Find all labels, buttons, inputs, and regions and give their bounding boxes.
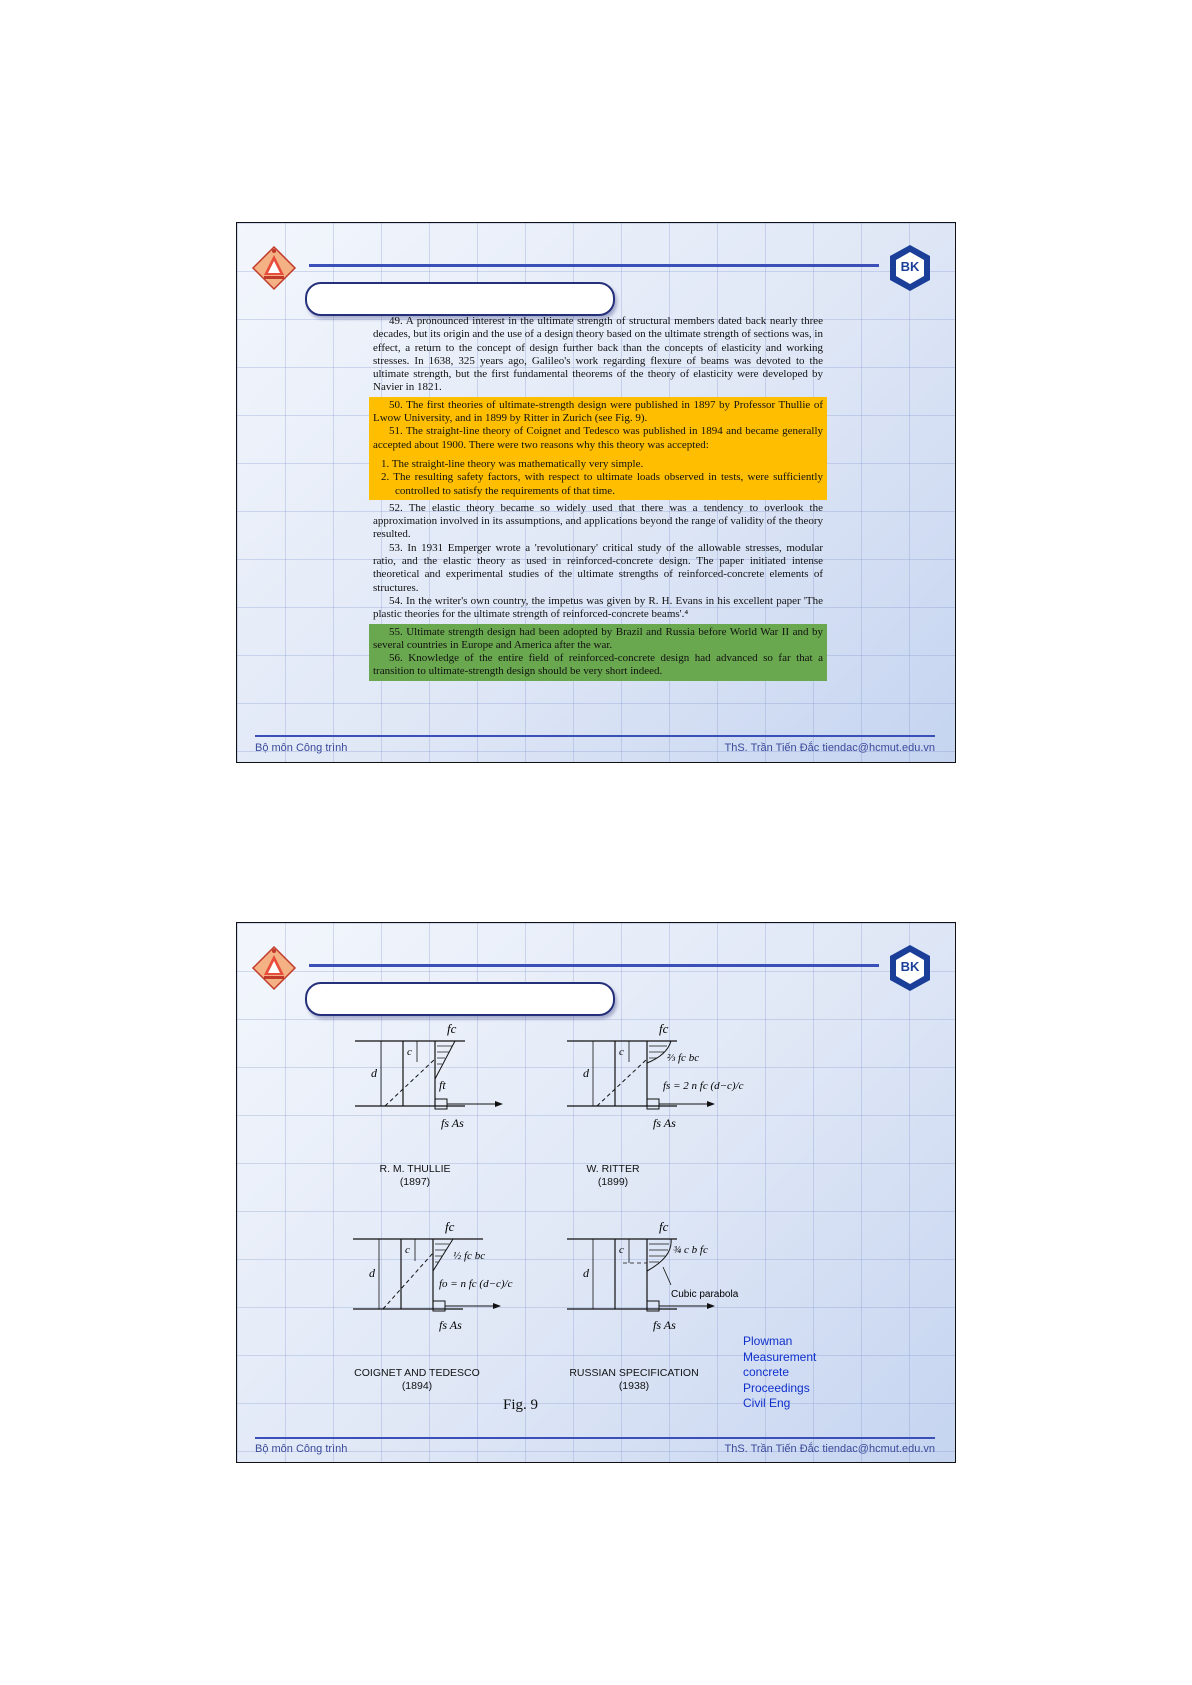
- fs-as-label: fs As: [653, 1318, 676, 1332]
- reference-line-5: Civil Eng: [743, 1396, 791, 1410]
- coignet-fo-label: fo = n fc (d−c)/c: [439, 1278, 513, 1290]
- bk-hexagon-logo-icon: [885, 943, 935, 993]
- book-excerpt: [373, 315, 823, 683]
- reference-line-3: concrete: [743, 1365, 790, 1379]
- russian-caption: [559, 1367, 709, 1393]
- reference-text: [743, 1334, 817, 1412]
- c-label: c: [619, 1244, 624, 1256]
- coignet-compression-label: ½ fc bc: [453, 1250, 486, 1262]
- paragraph-55: 55. Ultimate strength design had been adopted by Brazil and Russia before World War II and by several countries in Europe and America after the war.: [373, 625, 823, 651]
- d-label: d: [371, 1066, 377, 1080]
- fc-label: fc: [445, 1219, 455, 1234]
- ritter-year: (1899): [597, 1176, 629, 1188]
- paragraph-51: 51. The straight-line theory of Coignet and Tedesco was published in 1894 and became generally accepted about 1900. There were two reasons why this theory was accepted:: [373, 425, 823, 451]
- footer-author-email: ThS. Trần Tiến Đắc tiendac@hcmut.edu.vn: [724, 1443, 935, 1455]
- ft-label: ft: [439, 1078, 446, 1092]
- fs-as-label: fs As: [439, 1318, 462, 1332]
- thullie-name: R. M. THULLIE: [379, 1163, 451, 1175]
- footer-department: Bộ môn Công trình: [255, 1443, 348, 1455]
- c-label: c: [407, 1046, 412, 1058]
- c-label: c: [405, 1244, 410, 1256]
- coignet-year: (1894): [401, 1380, 433, 1392]
- figure-label: Fig. 9: [503, 1397, 539, 1413]
- d-label: d: [583, 1266, 589, 1280]
- russian-name: RUSSIAN SPECIFICATION: [569, 1367, 699, 1379]
- paragraph-56: 56. Knowledge of the entire field of reinforced-concrete design had advanced so far that a transition to ultimate-strength design should be very short indeed.: [373, 652, 823, 678]
- thullie-diagram: [355, 1019, 505, 1139]
- fc-label: fc: [659, 1021, 669, 1036]
- coignet-diagram: [353, 1219, 553, 1339]
- reference-line-4: Proceedings: [743, 1380, 810, 1395]
- ritter-caption: [563, 1163, 663, 1189]
- ritter-compression-label: ⅔ fc bc: [667, 1052, 700, 1064]
- fc-label: fc: [659, 1219, 669, 1234]
- title-placeholder: [305, 282, 615, 316]
- list-item-1: 1. The straight-line theory was mathematically very simple.: [381, 457, 644, 470]
- d-label: d: [583, 1066, 589, 1080]
- thullie-year: (1897): [399, 1176, 431, 1188]
- university-pyramid-logo-icon: [251, 945, 297, 991]
- coignet-caption: [337, 1367, 497, 1393]
- paragraph-54: 54. In the writer's own country, the impetus was given by R. H. Evans in his excellent paper 'The plastic theories for the ultimate strength of reinforced-concrete beams'.⁴: [373, 594, 823, 621]
- fs-as-label: fs As: [441, 1116, 464, 1130]
- thullie-caption: [355, 1163, 475, 1189]
- russian-year: (1938): [618, 1380, 650, 1392]
- bottom-rule: [255, 735, 935, 737]
- paragraph-53: 53. In 1931 Emperger wrote a 'revolutionary' critical study of the allowable stresses, modular ratio, and the elastic theory as used in reinforced-concrete design. The paper initiated intense theoretical and experimental studies of the ultimate strengths of reinforced-concrete elements of structures.: [373, 541, 823, 594]
- top-rule: [309, 264, 879, 267]
- reference-line-2: Measurement: [743, 1349, 817, 1364]
- russian-diagram: [567, 1219, 747, 1339]
- university-pyramid-logo-icon: [251, 245, 297, 291]
- ritter-fs-label: fs = 2 n fc (d−c)/c: [663, 1080, 744, 1092]
- d-label: d: [369, 1266, 375, 1280]
- orange-highlight: [369, 397, 827, 500]
- russian-compression-label: ¾ c b fc: [673, 1244, 708, 1256]
- bottom-rule: [255, 1437, 935, 1439]
- cubic-parabola-label: Cubic parabola: [671, 1289, 739, 1300]
- fc-label: fc: [447, 1021, 457, 1036]
- footer-author-email: ThS. Trần Tiến Đắc tiendac@hcmut.edu.vn: [724, 742, 935, 754]
- svg-text:BK: BK: [900, 959, 920, 974]
- slide-2: [236, 922, 956, 1463]
- list-item-2: 2. The resulting safety factors, with respect to ultimate loads observed in tests, were sufficiently controlled to satisfy the requirements of that time.: [381, 471, 823, 497]
- title-placeholder: [305, 982, 615, 1016]
- fs-as-label: fs As: [653, 1116, 676, 1130]
- slide-1: [236, 222, 956, 763]
- reference-line-1: Plowman: [743, 1334, 793, 1348]
- paragraph-50: 50. The first theories of ultimate-strength design were published in 1897 by Professor Thullie of Lwow University, and in 1899 by Ritter in Zurich (see Fig. 9).: [373, 398, 823, 425]
- ritter-name: W. RITTER: [586, 1163, 640, 1175]
- paragraph-49: 49. A pronounced interest in the ultimate strength of structural members dated back nearly three decades, but its origin and the use of a design theory based on the ultimate strength of sections was, in effect, a return to the concept of design further back than the concepts of elasticity and working stresses. In 1638, 325 years ago, Galileo's work regarding flexure of beams was devoted to the ultimate strength, but the first fundamental theorems of the theory of elasticity were developed by Navier in 1821.: [373, 315, 823, 394]
- c-label: c: [619, 1046, 624, 1058]
- top-rule: [309, 964, 879, 967]
- green-highlight: [369, 624, 827, 681]
- coignet-name: COIGNET AND TEDESCO: [354, 1367, 480, 1379]
- bk-hexagon-logo-icon: [885, 243, 935, 293]
- paragraph-52: 52. The elastic theory became so widely used that there was a tendency to overlook the approximation involved in its assumptions, and applications beyond the range of validity of the theory resulted.: [373, 501, 823, 541]
- footer-department: Bộ môn Công trình: [255, 742, 348, 754]
- svg-text:BK: BK: [900, 259, 920, 274]
- ritter-diagram: [567, 1019, 767, 1139]
